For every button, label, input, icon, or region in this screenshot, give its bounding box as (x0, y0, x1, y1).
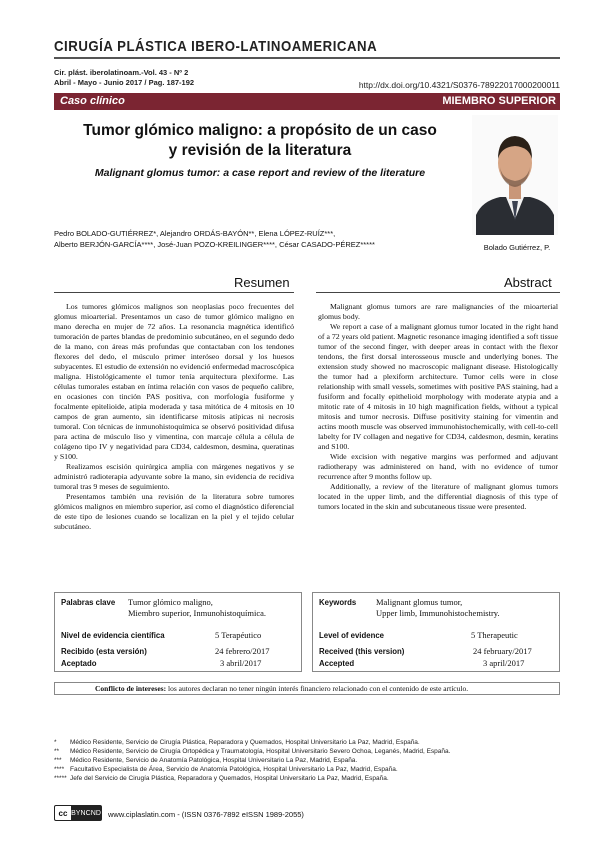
received-value-es: 24 febrero/2017 (215, 646, 270, 656)
received-label-es: Recibido (esta versión) (61, 647, 147, 656)
keywords-box-es (54, 592, 302, 672)
footnote: **** Facultativo Especialista de Área, Servicio de Anatomía Patológica, Hospital Universitario La Paz, Madrid, España. (54, 766, 398, 773)
received-label-en: Received (this version) (319, 647, 405, 656)
resumen-rule (54, 292, 294, 293)
accepted-label-en: Accepted (319, 659, 355, 668)
cc-by-icon: BY (71, 809, 81, 817)
abstract-heading: Abstract (504, 275, 552, 290)
keywords-label-en: Keywords (319, 598, 357, 607)
abstract-paragraph: Malignant glomus tumors are rare malignancies of the mioarterial glomus body. (318, 302, 558, 321)
citation-volume: Cir. plást. iberolatinoam.-Vol. 43 - Nº 2 (54, 68, 189, 77)
cc-nc-icon: NC (80, 809, 91, 817)
evidence-label-es: Nivel de evidencia científica (61, 631, 165, 640)
journal-name: CIRUGÍA PLÁSTICA IBERO-LATINOAMERICANA (54, 38, 378, 55)
accepted-value-en: 3 april/2017 (483, 658, 525, 668)
authors-line-1: Pedro BOLADO-GUTIÉRREZ*, Alejandro ORDÁS-BAYÓN**, Elena LÓPEZ-RUÍZ***, (54, 229, 336, 238)
accepted-value-es: 3 abril/2017 (220, 658, 262, 668)
keywords-value-en: Malignant glomus tumor, Upper limb, Immunohistochemistry. (376, 597, 500, 618)
evidence-value-en: 5 Therapeutic (471, 630, 518, 640)
keywords-box-en (312, 592, 560, 672)
resumen-paragraph: Presentamos también una revisión de la literatura sobre tumores glómicos malignos en miembro superior, así como el diagnóstico diferencial de este tipo de lesiones cuando se localizan en la piel y el tejido celular subcutáneo. (54, 492, 294, 531)
resumen-heading: Resumen (234, 275, 290, 290)
title-line-1: Tumor glómico maligno: a propósito de un caso (83, 122, 437, 139)
conflict-of-interest (54, 682, 560, 695)
abstract-paragraph: We report a case of a malignant glomus tumor located in the right hand of a 72 years old patient. Magnetic resonance imaging identified a soft tissue tumor of the second finger, with deeper areas in contact with the flexor tendons, the first dorsal interosseous muscle and underlying bones. The extension study showed no macroscopic malignant disease. Histologically the tumor had a plexiform architecture. Tumor cells were in close relationship with small vessels, sometimes with positive PAS staining, had a fusiform and focally epithelioid morphology with moderate atypia and a mitotic rate of 4 mitosis in 10 high magnification fields, without a typical mitosis and tumor necrosis. Diffuse positivity staining for vimentin and actins mooth muscle was observed immunohistochemically, with cell-to-cell labelty for IV collagen and negative for CD34, caldesmon, desmin, keratins and S100. (318, 322, 558, 451)
conflict-label: Conflicto de intereses: (95, 684, 167, 693)
author-portrait-icon (472, 115, 558, 235)
abstract-rule (316, 292, 560, 293)
article-subtitle: Malignant glomus tumor: a case report and review of the literature (94, 167, 426, 179)
evidence-label-en: Level of evidence (319, 631, 385, 640)
abstract-paragraph: Additionally, a review of the literature of malignant glomus tumors located in the upper limb, and the differential diagnosis of this type of tumors located in the skin and subcutaneous tissue were presented. (318, 482, 558, 511)
author-list (54, 228, 454, 250)
abstract-paragraph: Wide excision with negative margins was performed and adjuvant radiotherapy was administered on hand, with no evidence of tumor recurrence after 9 months follow up. (318, 452, 558, 481)
authors-line-2: Alberto BERJÓN-GARCÍA****, José-Juan POZO-KREILINGER****, César CASADO-PÉREZ***** (54, 240, 375, 249)
author-photo (472, 115, 558, 235)
article-section: MIEMBRO SUPERIOR (442, 95, 556, 107)
footnote: * Médico Residente, Servicio de Cirugía Plástica, Reparadora y Quemados, Hospital Universitario La Paz, Madrid, España. (54, 739, 420, 746)
citation-pages: Abril - Mayo - Junio 2017 / Pag. 187-192 (54, 78, 195, 87)
keywords-value-es: Tumor glómico maligno, Miembro superior, Inmunohistoquímica. (128, 597, 267, 618)
resumen-paragraph: Los tumores glómicos malignos son neoplasias poco frecuentes del glomus mioarterial. Presentamos un caso de tumor glómico maligno en mano derecha en mujer de 72 años. La resonancia magnética identificó tumoración de partes blandas de predominio subcutáneo, en el segundo dedo de la mano, con áreas más profundas que contactaban con los tendones flexores del dedo, el músculo primer interóseo dorsal y los huesos subyacentes. El estudio de extensión no evidenció enfermedad macroscópica maligna. Histológicamente el tumor tenía arquitectura plexiforme. Las células tumorales estaban en íntima relación con vasos de pequeño calibre, en ocasiones con tinción PAS positiva, con morfología fusiforme y focalmente epitelioide, atipia moderada y tasa mitótica de 4 mitosis en 10 campos de gran aumento, sin identificarse mitosis atípicas ni necrosis tumoral. Con técnicas de inmunohistoquímica se observó positividad difusa para actina de músculo liso y vimentina, con marcaje célula a célula de colágeno tipo IV y negatividad para CD34, caldesmon, desmina, queratinas y S100. (54, 302, 294, 461)
cc-license-icons (71, 806, 101, 820)
accepted-label-es: Aceptado (61, 659, 97, 668)
cc-icon: cc (58, 808, 68, 818)
journal-rule (54, 57, 560, 59)
creative-commons-badge[interactable] (54, 805, 102, 821)
abstract-body (318, 302, 558, 512)
evidence-value-es: 5 Terapéutico (215, 630, 262, 640)
photo-caption: Bolado Gutiérrez, P. (483, 243, 551, 252)
doi-link[interactable]: http://dx.doi.org/10.4321/S0376-78922017000200011 (358, 80, 560, 90)
received-value-en: 24 february/2017 (473, 646, 532, 656)
cc-nd-icon: ND (90, 809, 101, 817)
conflict-text: los autores declaran no tener ningún interés financiero relacionado con el contenido de este artículo. (166, 684, 469, 693)
resumen-body (54, 302, 294, 532)
title-line-2: y revisión de la literatura (168, 142, 352, 159)
article-title (60, 121, 460, 161)
footnote: ** Médico Residente, Servicio de Cirugía Ortopédica y Traumatología, Hospital Universitario Severo Ochoa, Leganés, Madrid, España. (54, 748, 451, 755)
resumen-paragraph: Realizamos escisión quirúrgica amplia con márgenes negativos y se administró radioterapia adyuvante sobre la mano, sin evidencia de recidiva tumoral tras 9 meses de seguimiento. (54, 462, 294, 491)
article-type: Caso clínico (60, 95, 125, 107)
footnote: ***** Jefe del Servicio de Cirugía Plástica, Reparadora y Quemados, Hospital Universitario La Paz, Madrid, España. (54, 775, 389, 782)
footnote: *** Médico Residente, Servicio de Anatomía Patológica, Hospital Universitario La Paz, Madrid, España. (54, 757, 358, 764)
footer-site[interactable]: www.ciplaslatin.com - (ISSN 0376-7892 eISSN 1989-2055) (108, 810, 304, 819)
keywords-label-es: Palabras clave (61, 598, 116, 607)
